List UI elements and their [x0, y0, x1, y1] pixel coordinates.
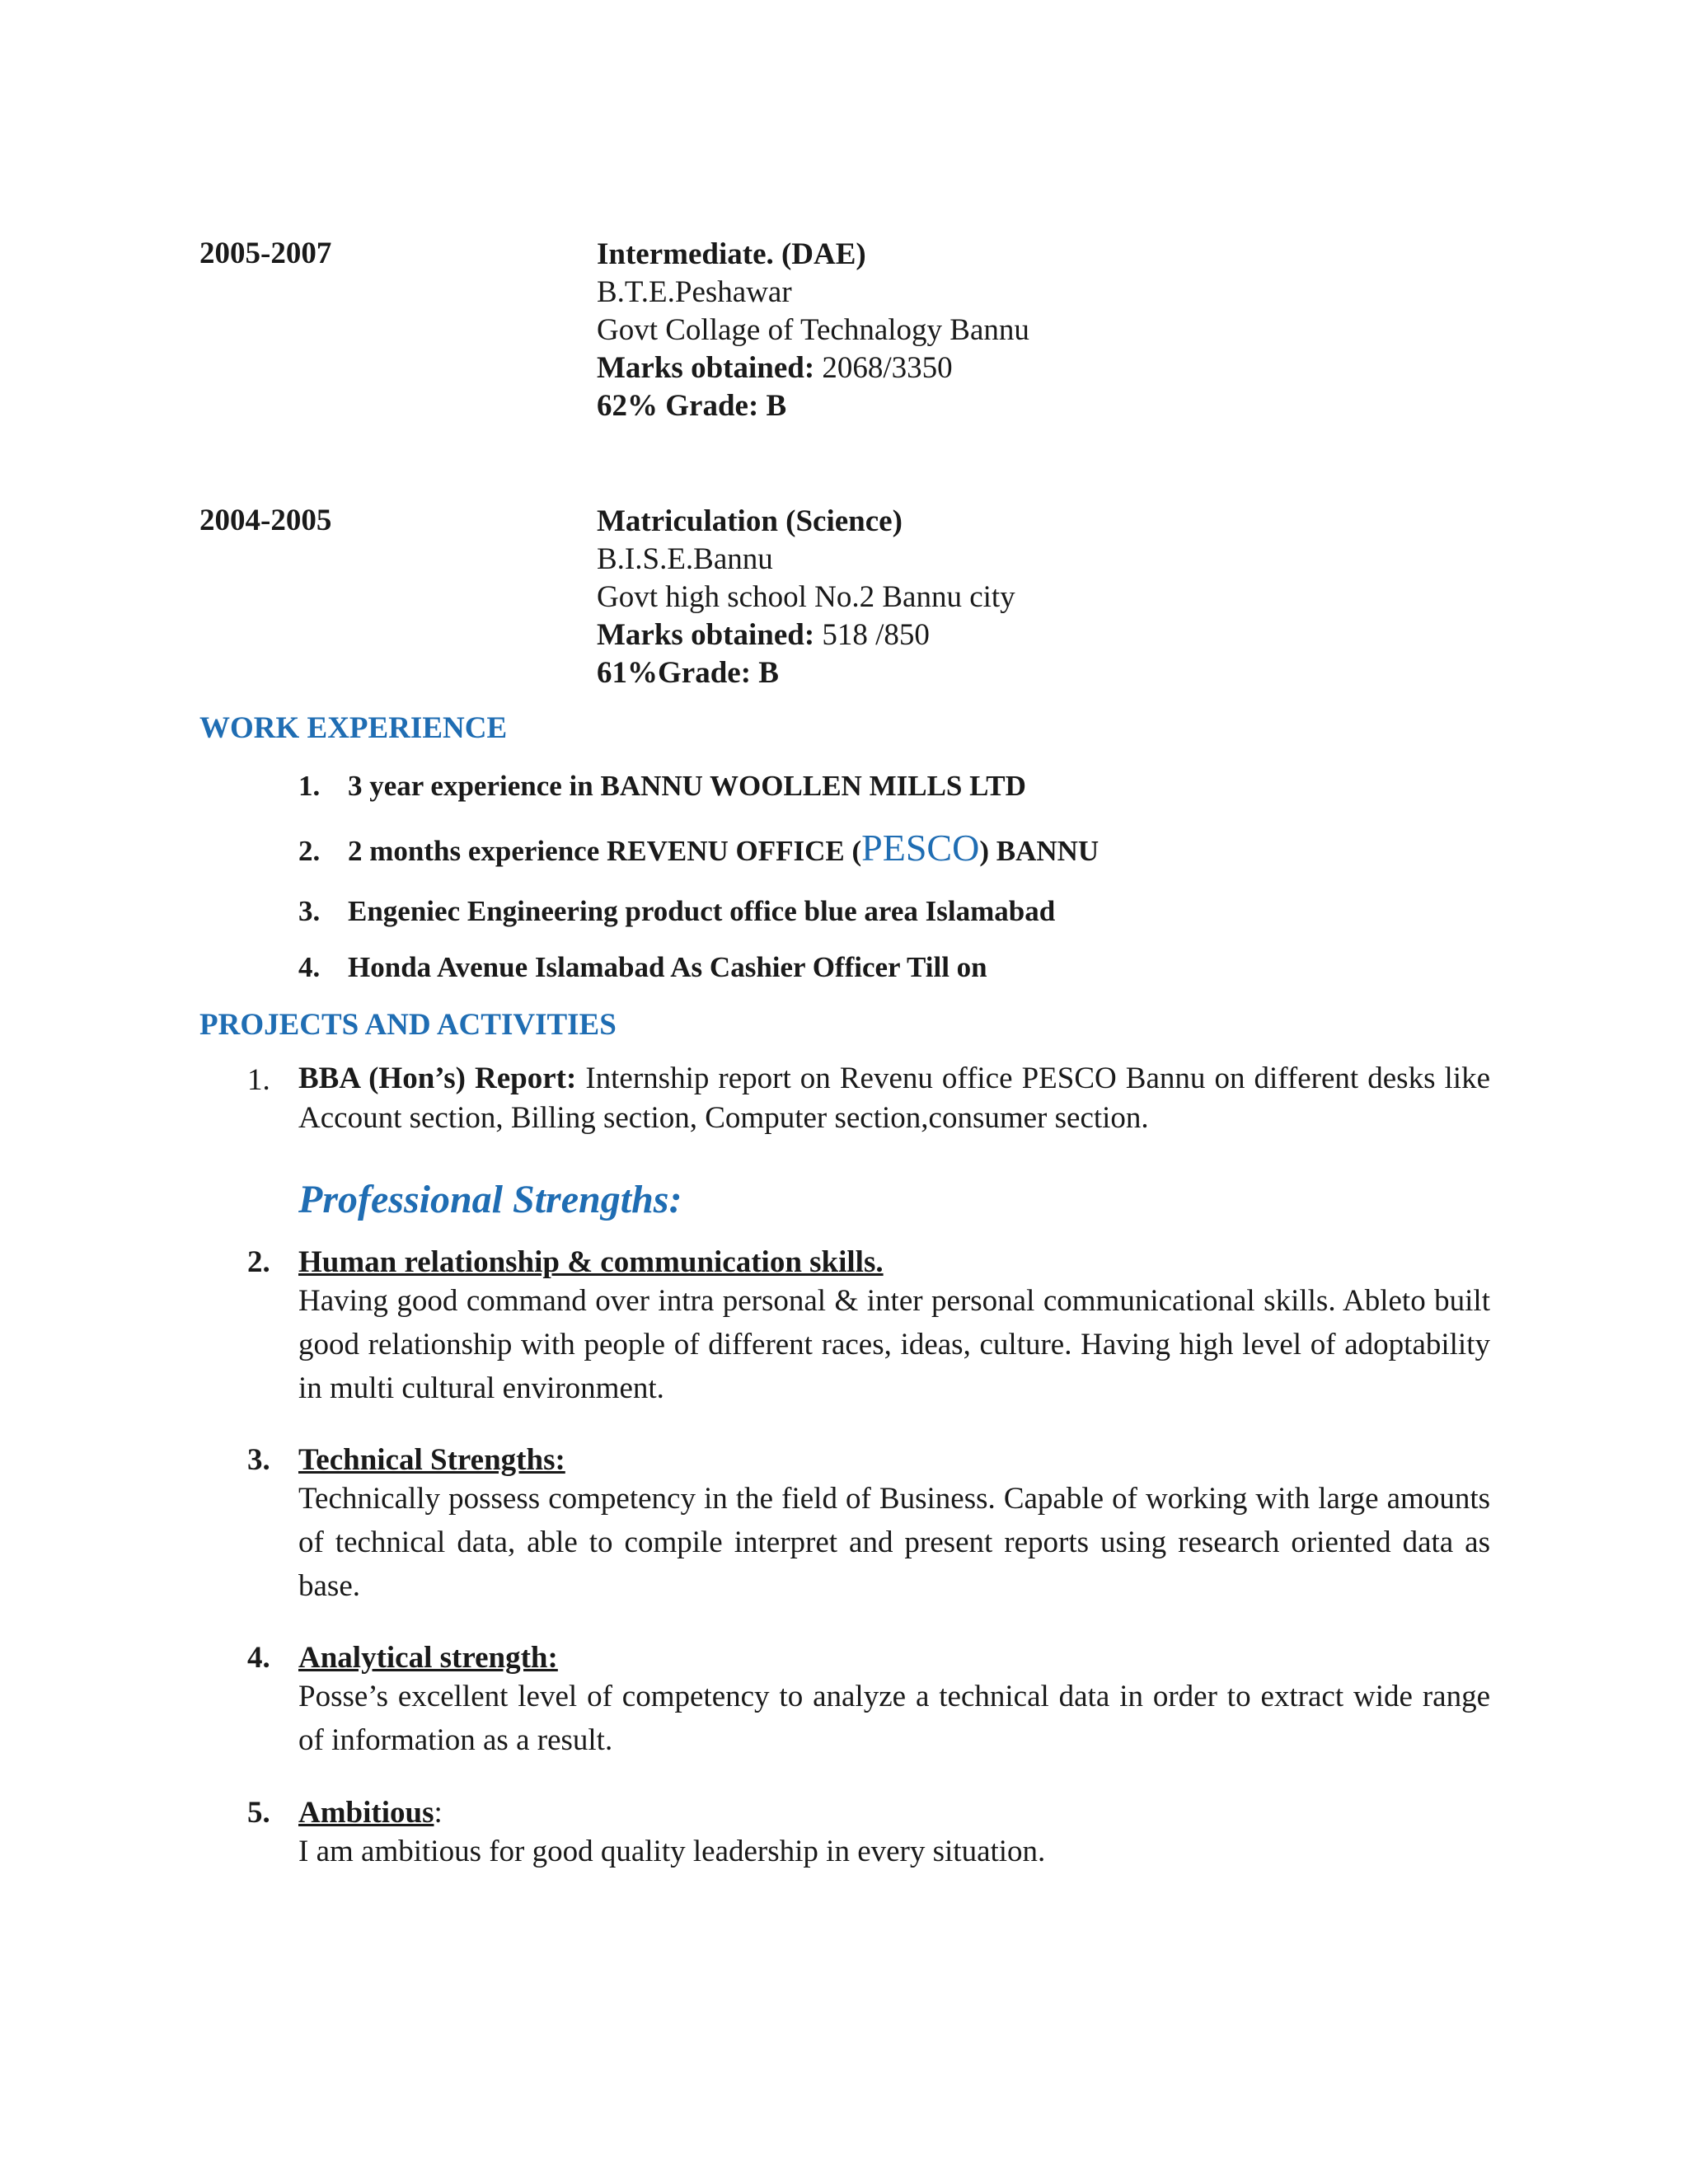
education-entry — [597, 236, 1029, 425]
project-item — [298, 1059, 1490, 1138]
work-item — [298, 770, 1026, 803]
professional-strengths-heading: Professional Strengths: — [298, 1178, 682, 1221]
education-grade: 62% Grade: B — [597, 389, 787, 423]
marks-label: Marks obtained: — [597, 618, 815, 652]
strength-description: Having good command over intra personal & inter personal communicational skills. Ableto built good relationship with people of different races, ideas, culture. Having high level of adoptability in multi cultural environment. — [298, 1284, 1490, 1405]
pesco-highlight: PESCO — [861, 827, 980, 869]
project-item-text: Internship report on Revenu office PESCO Bannu on different desks like Account section, Billing section, Computer section,consumer section. — [298, 1062, 1490, 1135]
education-marks — [597, 616, 1015, 654]
strength-number: 5. — [247, 1796, 270, 1830]
education-grade: 61%Grade: B — [597, 656, 779, 690]
marks-label: Marks obtained: — [597, 351, 815, 385]
strength-title: Ambitious — [298, 1796, 434, 1830]
work-item-text: Engeniec Engineering product office blue area Islamabad — [348, 895, 1056, 927]
strength-title: Human relationship & communication skills. — [298, 1245, 884, 1279]
work-item — [298, 951, 987, 984]
strength-title: Technical Strengths: — [298, 1443, 565, 1477]
strength-title-suffix: : — [434, 1796, 443, 1830]
strength-number: 2. — [247, 1245, 270, 1279]
work-item-text: 3 year experience in BANNU WOOLLEN MILLS LTD — [348, 770, 1026, 802]
education-institution: Govt high school No.2 Bannu city — [597, 580, 1015, 614]
strength-number: 3. — [247, 1443, 270, 1477]
strength-description: Posse’s excellent level of competency to analyze a technical data in order to extract wide range of information as a result. — [298, 1680, 1490, 1757]
strength-description: I am ambitious for good quality leadership in every situation. — [298, 1835, 1046, 1868]
education-institution: Govt Collage of Technalogy Bannu — [597, 313, 1029, 347]
strength-title: Analytical strength: — [298, 1641, 558, 1675]
education-board: B.T.E.Peshawar — [597, 275, 792, 309]
strength-number: 4. — [247, 1641, 270, 1675]
work-item — [298, 826, 1099, 869]
education-marks — [597, 349, 1029, 387]
education-title: Matriculation (Science) — [597, 504, 903, 538]
education-years: 2005-2007 — [199, 237, 332, 270]
work-experience-heading: WORK EXPERIENCE — [199, 711, 508, 745]
marks-value: 518 /850 — [814, 618, 930, 652]
work-item-text: Honda Avenue Islamabad As Cashier Officer Till on — [348, 951, 987, 983]
project-item-label: BBA (Hon’s) Report: — [298, 1062, 577, 1095]
strength-description: Technically possess competency in the field of Business. Capable of working with large amounts of technical data, able to compile interpret and present reports using research oriented data as base. — [298, 1482, 1490, 1603]
projects-heading: PROJECTS AND ACTIVITIES — [199, 1008, 617, 1042]
work-item-number: 3. — [298, 895, 321, 927]
work-item — [298, 895, 1055, 928]
marks-value: 2068/3350 — [814, 351, 953, 385]
education-years: 2004-2005 — [199, 504, 332, 537]
strength-title-row — [298, 1795, 443, 1830]
education-board: B.I.S.E.Bannu — [597, 542, 773, 576]
work-item-number: 4. — [298, 951, 321, 983]
project-item-number: 1. — [247, 1063, 270, 1097]
education-entry — [597, 503, 1015, 692]
work-item-text-suffix: ) BANNU — [979, 835, 1100, 867]
education-title: Intermediate. (DAE) — [597, 237, 866, 271]
work-item-text: 2 months experience REVENU OFFICE ( — [348, 835, 862, 867]
work-item-number: 1. — [298, 770, 321, 802]
work-item-number: 2. — [298, 835, 321, 867]
